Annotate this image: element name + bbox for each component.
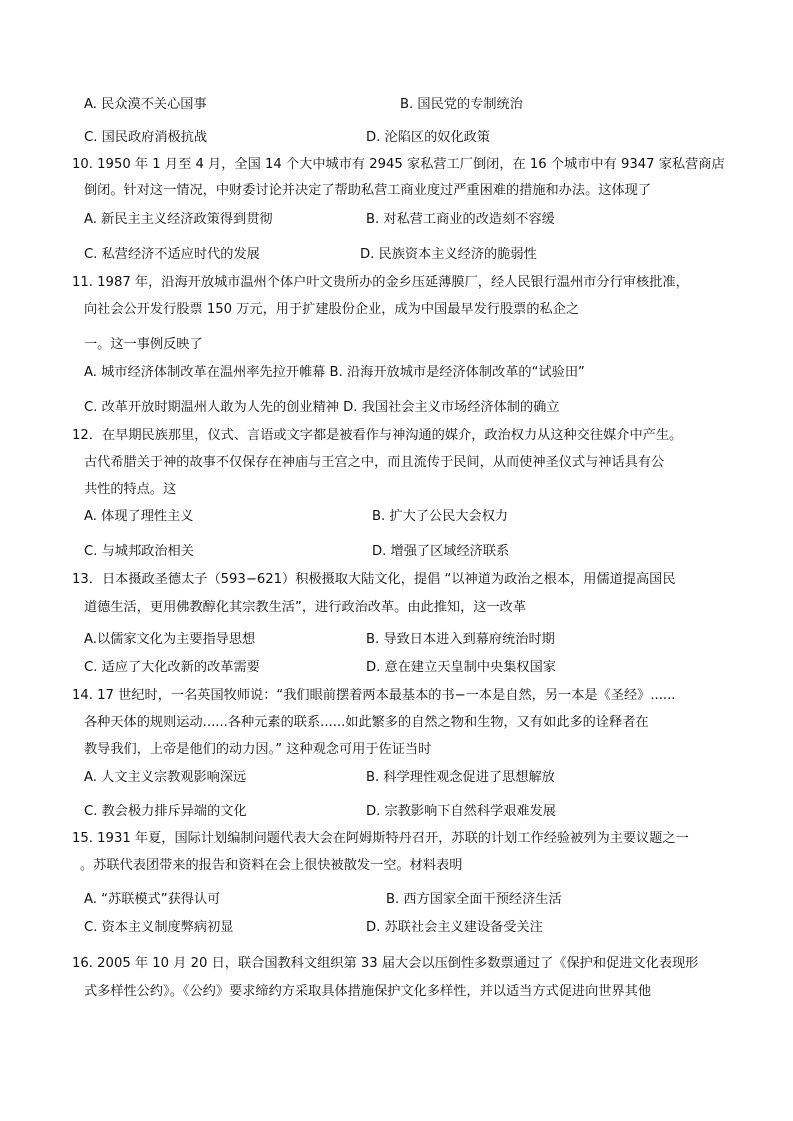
q12-option-b: B. 扩大了公民大会权力 — [372, 509, 509, 524]
q10-option-d: D. 民族资本主义经济的脆弱性 — [360, 247, 537, 262]
q9-option-d: D. 沦陷区的奴化政策 — [366, 130, 491, 145]
q14-option-c: C. 教会极力排斥异端的文化 — [84, 804, 247, 819]
q12-stem-line-1: 12．在早期民族那里，仪式、言语或文字都是被看作与神沟通的媒介，政治权力从这种交往媒介中产生。 — [72, 428, 683, 443]
q12-option-c: C. 与城邦政治相关 — [84, 544, 194, 559]
q11-stem-line-1: 11. 1987 年，沿海开放城市温州个体户叶文贵所办的金乡压延薄膜厂，经人民银行温州市分行审核批准， — [72, 275, 689, 290]
q16-stem-line-2: 式多样性公约》。《公约》要求缔约方采取具体措施保护文化多样性，并以适当方式促进向世界其他 — [84, 984, 652, 999]
q11-options-ab: A. 城市经济体制改革在温州率先拉开帷幕 B. 沿海开放城市是经济体制改革的“试验田” — [84, 365, 585, 380]
q15-option-c: C. 资本主义制度弊病初显 — [84, 920, 234, 935]
q10-option-b: B. 对私营工商业的改造刻不容缓 — [366, 212, 555, 227]
q9-option-a: A. 民众漠不关心国事 — [84, 97, 207, 112]
q10-stem-line-1: 10. 1950 年 1 月至 4 月，全国 14 个大中城市有 2945 家私营工厂倒闭，在 16 个城市中有 9347 家私营商店 — [72, 157, 725, 172]
q15-option-a: A. “苏联模式”获得认可 — [84, 892, 221, 907]
q10-stem-line-2: 倒闭。针对这一情况，中财委讨论并决定了帮助私营工商业度过严重困难的措施和办法。这体现了 — [84, 183, 652, 198]
q14-stem-line-3: 教导我们，上帝是他们的动力因。” 这种观念可用于佐证当时 — [84, 742, 432, 757]
q15-stem-line-1: 15. 1931 年夏，国际计划编制问题代表大会在阿姆斯特丹召开，苏联的计划工作经验被列为主要议题之一 — [72, 831, 689, 846]
q15-stem-line-2: 。苏联代表团带来的报告和资料在会上很快被散发一空。材料表明 — [80, 858, 463, 873]
q14-option-b: B. 科学理性观念促进了思想解放 — [366, 770, 555, 785]
q9-option-c: C. 国民政府消极抗战 — [84, 130, 208, 145]
q11-stem-line-2: 向社会公开发行股票 150 万元，用于扩建股份企业，成为中国最早发行股票的私企之 — [84, 302, 580, 317]
q12-option-a: A. 体现了理性主义 — [84, 509, 194, 524]
q14-option-d: D. 宗教影响下自然科学艰难发展 — [366, 804, 556, 819]
q13-option-c: C. 适应了大化改新的改革需要 — [84, 660, 260, 675]
q12-stem-line-3: 共性的特点。这 — [84, 482, 177, 497]
q13-stem-line-2: 道德生活，更用佛教醇化其宗教生活”，进行政治改革。由此推知，这一改革 — [84, 600, 527, 615]
q13-option-d: D. 意在建立天皇制中央集权国家 — [366, 660, 556, 675]
q12-option-d: D. 增强了区域经济联系 — [372, 544, 510, 559]
q9-option-b: B. 国民党的专制统治 — [400, 97, 523, 112]
q13-option-a: A.以儒家文化为主要指导思想 — [84, 632, 256, 647]
q15-option-b: B. 西方国家全面干预经济生活 — [386, 892, 562, 907]
q13-stem-line-1: 13．日本摄政圣德太子（593−621）积极摄取大陆文化，提倡 “以神道为政治之根本，用儒道提高国民 — [72, 572, 676, 587]
q14-option-a: A. 人文主义宗教观影响深远 — [84, 770, 247, 785]
q14-stem-line-1: 14. 17 世纪时，一名英国牧师说：“我们眼前摆着两本最基本的书−一本是自然，另一本是《圣经》...... — [72, 688, 676, 703]
q12-stem-line-2: 古代希腊关于神的故事不仅保存在神庙与王宫之中，而且流传于民间，从而使神圣仪式与神话具有公 — [84, 455, 665, 470]
q15-option-d: D. 苏联社会主义建设备受关注 — [366, 920, 543, 935]
q16-stem-line-1: 16. 2005 年 10 月 20 日，联合国教科文组织第 33 届大会以压倒性多数票通过了《保护和促进文化表现形 — [72, 956, 699, 971]
q14-stem-line-2: 各种天体的规则运动......各种元素的联系......如此繁多的自然之物和生物，又有如此多的诠释者在 — [84, 715, 649, 730]
q11-stem-line-3: 一。这一事例反映了 — [84, 337, 203, 352]
q13-option-b: B. 导致日本进入到幕府统治时期 — [366, 632, 555, 647]
q10-option-c: C. 私营经济不适应时代的发展 — [84, 247, 260, 262]
q11-options-cd: C. 改革开放时期温州人敢为人先的创业精神 D. 我国社会主义市场经济体制的确立 — [84, 400, 560, 415]
q10-option-a: A. 新民主主义经济政策得到贯彻 — [84, 212, 273, 227]
